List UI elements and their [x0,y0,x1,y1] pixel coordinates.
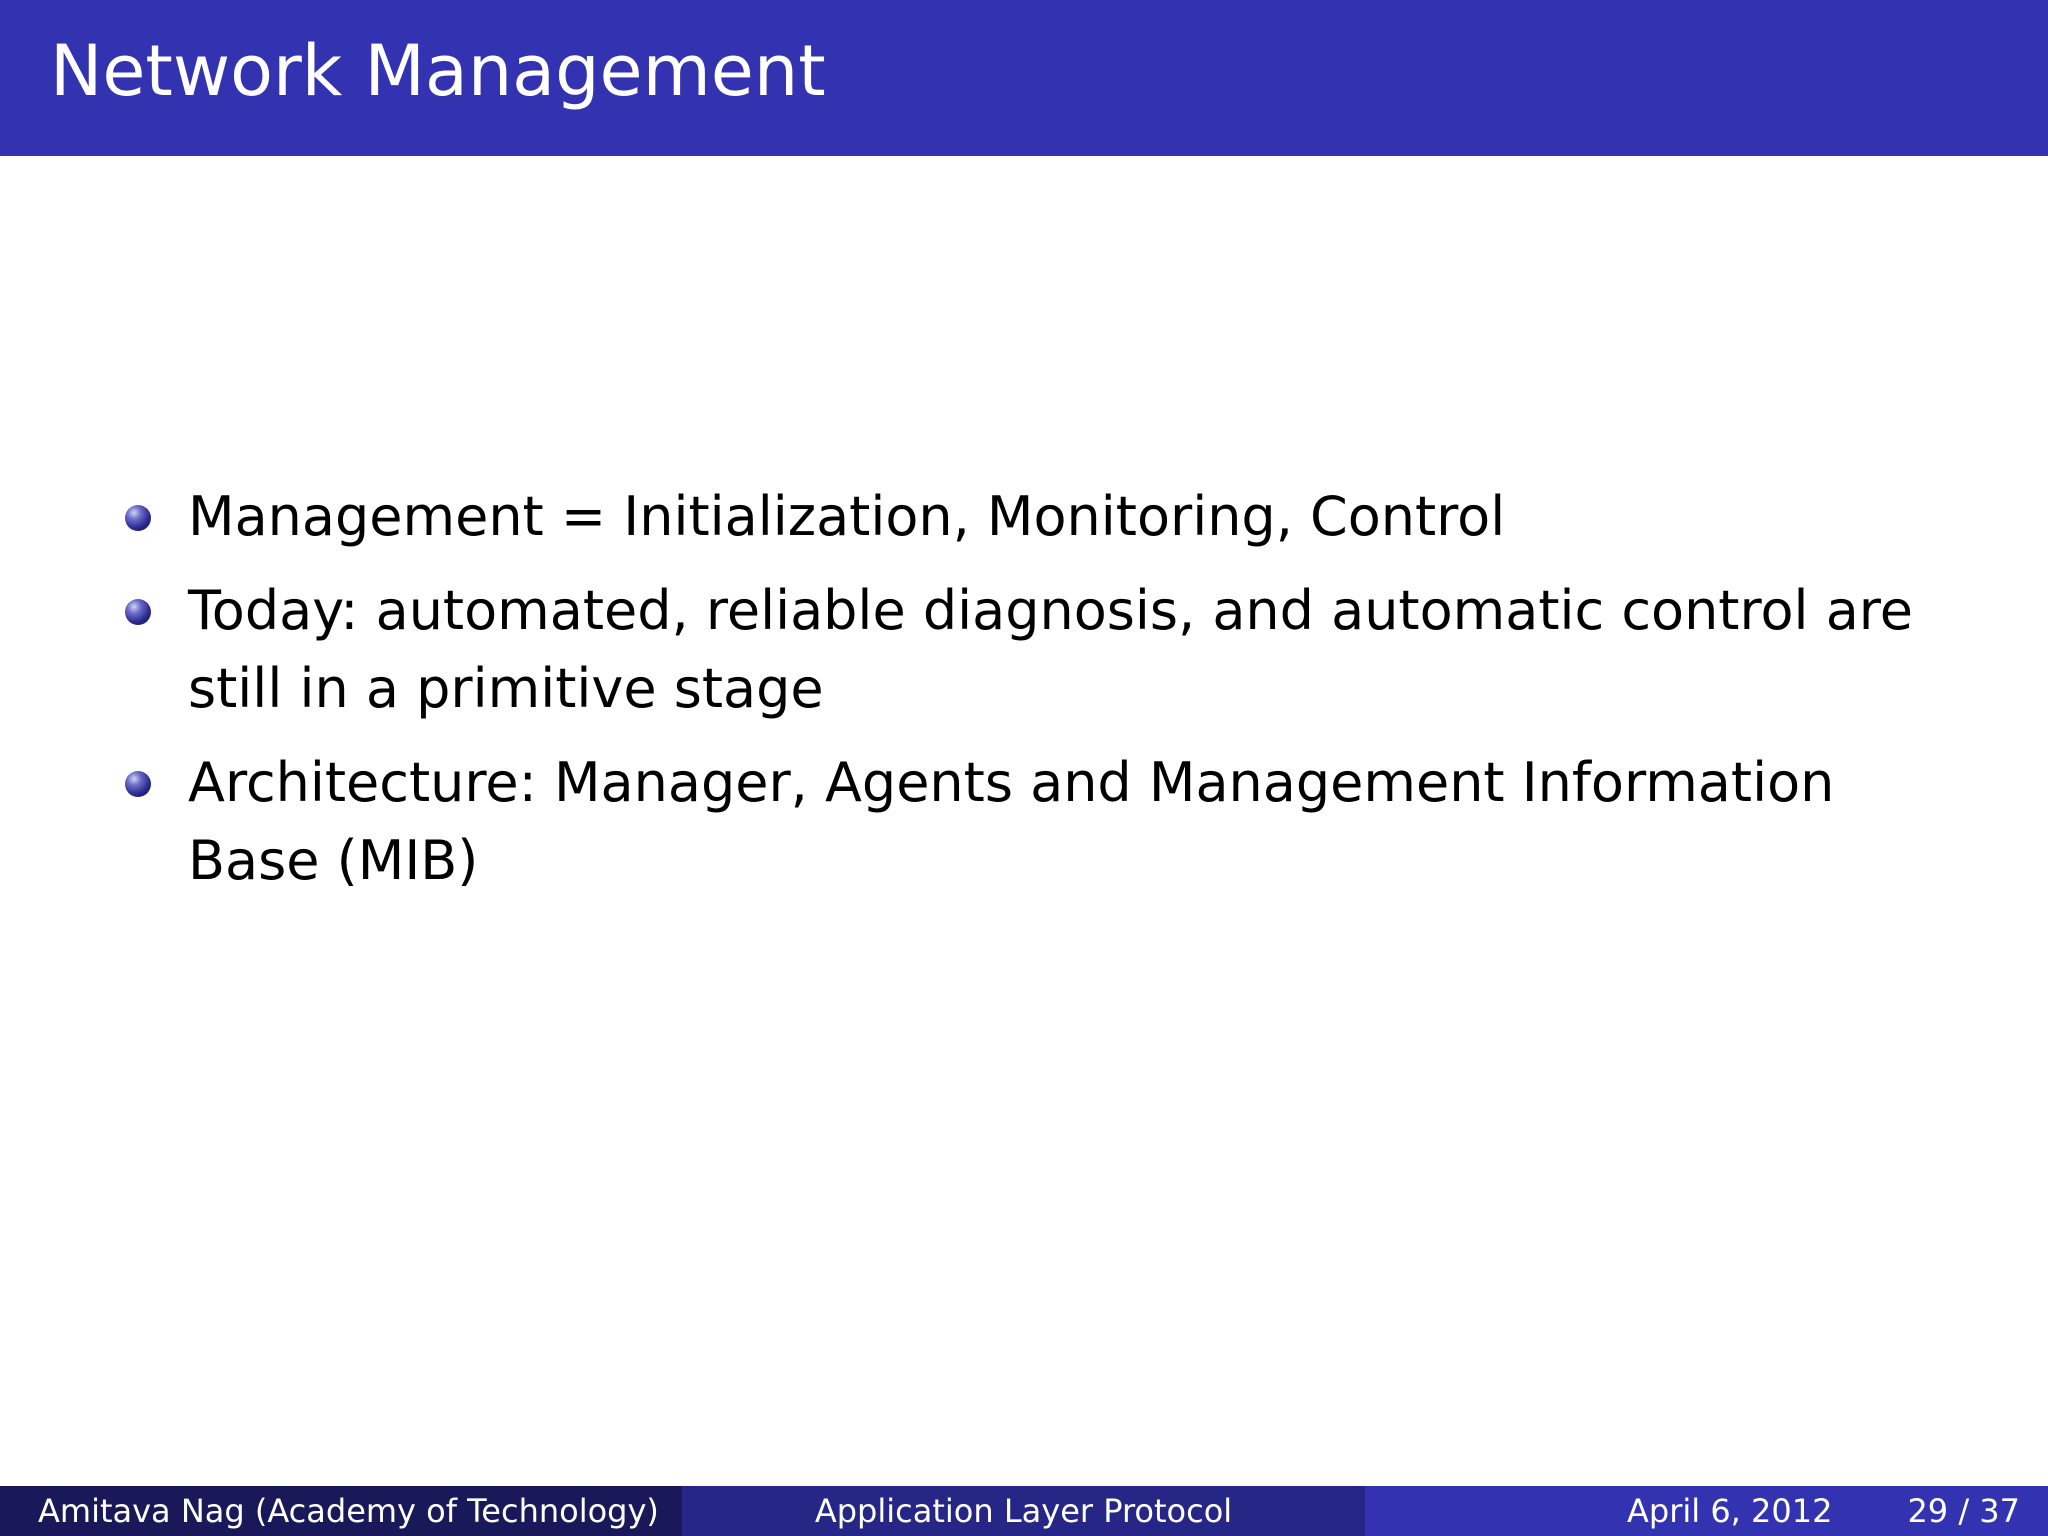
footer-date: April 6, 2012 [1627,1492,1833,1530]
footer-author: Amitava Nag (Academy of Technology) [38,1492,659,1530]
footer-title-section [682,1486,1365,1536]
footer-date-section [1365,1486,2048,1536]
footer-page-number: 29 / 37 [1907,1492,2020,1530]
footer-author-section [0,1486,682,1536]
bullet-icon [125,771,151,797]
bullet-icon [125,505,151,531]
bullet-text: Management = Initialization, Monitoring, Control [188,485,1506,548]
footer-presentation-title: Application Layer Protocol [814,1492,1233,1530]
bullet-icon [125,599,151,625]
slide-title: Network Management [50,30,826,112]
bullet-item [120,572,1960,728]
bullet-text: Today: automated, reliable diagnosis, and automatic control are still in a primitive stage [188,579,1914,720]
slide-title-bar [0,0,2048,156]
bullet-item [120,478,1960,556]
slide-footer [0,1486,2048,1536]
bullet-text: Architecture: Manager, Agents and Management Information Base (MIB) [188,751,1835,892]
slide-content [120,478,1960,916]
bullet-item [120,744,1960,900]
